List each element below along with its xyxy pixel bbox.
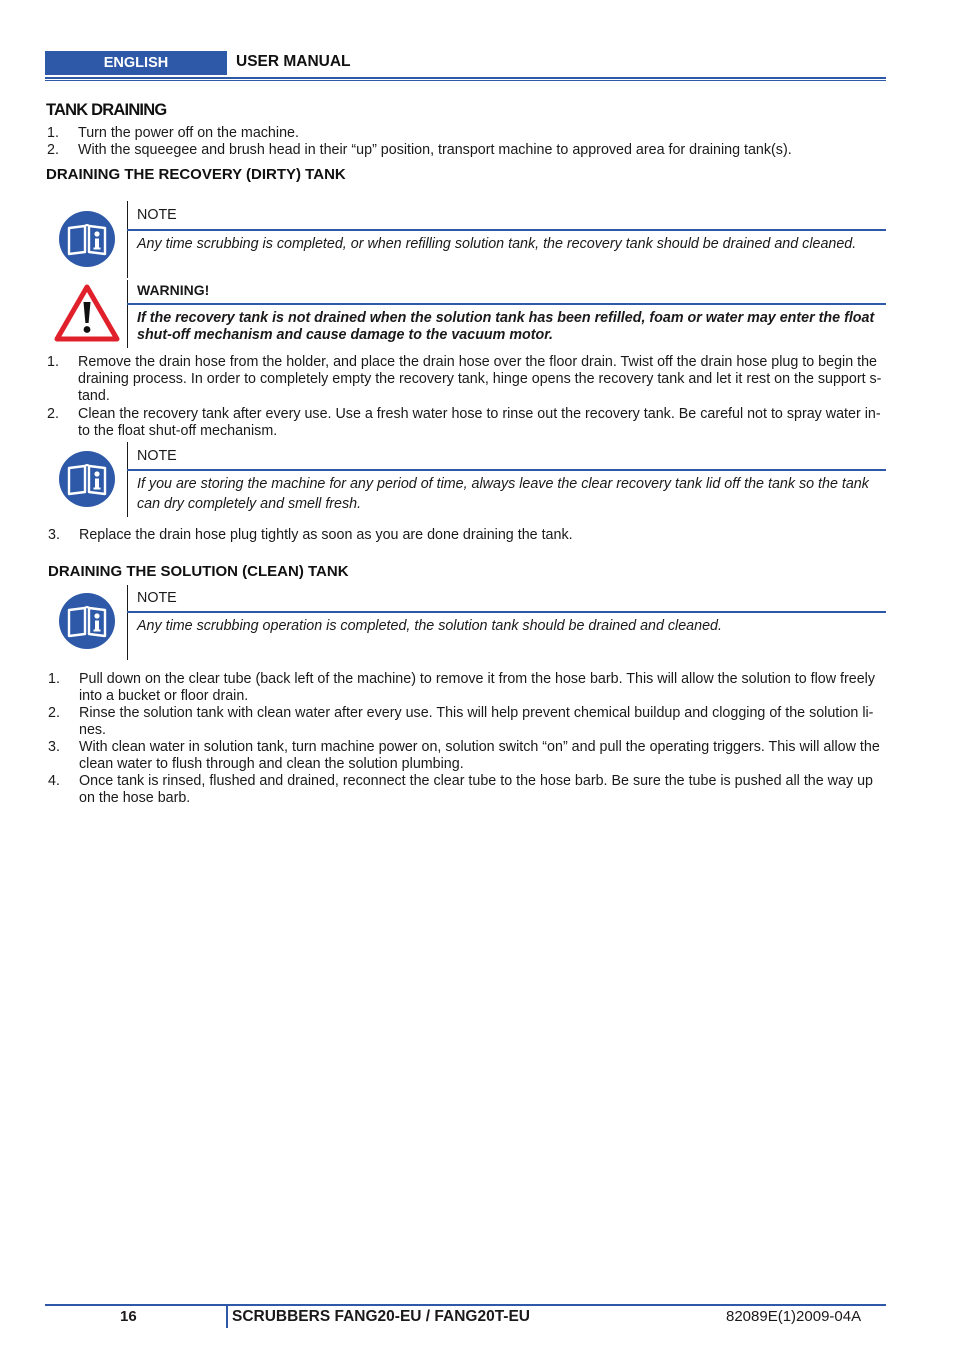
header-language: ENGLISH [45,51,227,75]
warning-label: WARNING! [137,282,210,298]
page-number: 16 [120,1308,137,1325]
warning-icon [53,283,121,343]
note-rule [127,229,886,231]
list-item: 4. Once tank is rinsed, flushed and drained, reconnect the clear tube to the hose barb. Be sure the tube is pushed all the way up on the hose barb. [48,773,873,806]
note-label: NOTE [137,448,177,464]
solution-steps [48,671,908,807]
note-bar [127,201,128,278]
warning-text: If the recovery tank is not drained when the solution tank has been refilled, foam or water may enter the float shut-off mechanism and cause damage to the vacuum motor. [137,310,875,343]
recovery-steps [47,354,907,440]
list-item: 2. Clean the recovery tank after every use. Use a fresh water hose to rinse out the recovery tank. Be careful not to spray water in- to the float shut-off mechanism. [47,406,881,439]
list-item: 1. Pull down on the clear tube (back left of the machine) to remove it from the hose barb. This will allow the solution to flow freely into a bucket or floor drain. [48,671,875,704]
list-item: 3. Replace the drain hose plug tightly as soon as you are done draining the tank. [48,527,573,543]
list-item: 2. Rinse the solution tank with clean water after every use. This will help prevent chemical buildup and clogging of the solution li- nes. [48,705,874,738]
intro-steps [47,125,887,159]
header-rule [45,77,886,79]
note-label: NOTE [137,207,177,223]
section-title: TANK DRAINING [46,101,167,119]
note-bar [127,585,128,660]
footer-separator [226,1304,228,1328]
note-text: Any time scrubbing is completed, or when refilling solution tank, the recovery tank should be drained and cleaned. [137,236,857,252]
header-rule-thin [45,80,886,81]
warning-bar [127,280,128,348]
solution-section-title: DRAINING THE SOLUTION (CLEAN) TANK [48,563,349,580]
footer-rule [45,1304,886,1306]
note-rule [127,611,886,613]
recovery-step-3 [48,527,888,544]
note-bar [127,442,128,517]
manual-info-icon [58,592,116,650]
note-text: If you are storing the machine for any period of time, always leave the clear recovery tank lid off the tank so the tank can dry completely and smell fresh. [137,476,869,512]
manual-info-icon [58,210,116,268]
note-text: Any time scrubbing operation is completed, the solution tank should be drained and cleaned. [137,618,722,634]
footer-model: SCRUBBERS FANG20-EU / FANG20T-EU [232,1308,530,1325]
header-title: USER MANUAL [236,53,351,70]
manual-info-icon [58,450,116,508]
list-item: 2. With the squeegee and brush head in their “up” position, transport machine to approved area for draining tank(s). [47,142,792,158]
list-item: 3. With clean water in solution tank, turn machine power on, solution switch “on” and pull the operating triggers. This will allow the clean water to flush through and clean the solution plumbing. [48,739,880,772]
recovery-section-title: DRAINING THE RECOVERY (DIRTY) TANK [46,166,346,183]
list-item: 1. Turn the power off on the machine. [47,125,299,141]
list-item: 1. Remove the drain hose from the holder, and place the drain hose over the floor drain. Twist off the drain hose plug to begin the draining process. In order to completely empty the recovery tank, hinge opens the recovery tank and let it rest on the support s- tand. [47,354,882,404]
note-label: NOTE [137,590,177,606]
warning-rule [127,303,886,305]
note-rule [127,469,886,471]
footer-doc-number: 82089E(1)2009-04A [726,1308,862,1325]
